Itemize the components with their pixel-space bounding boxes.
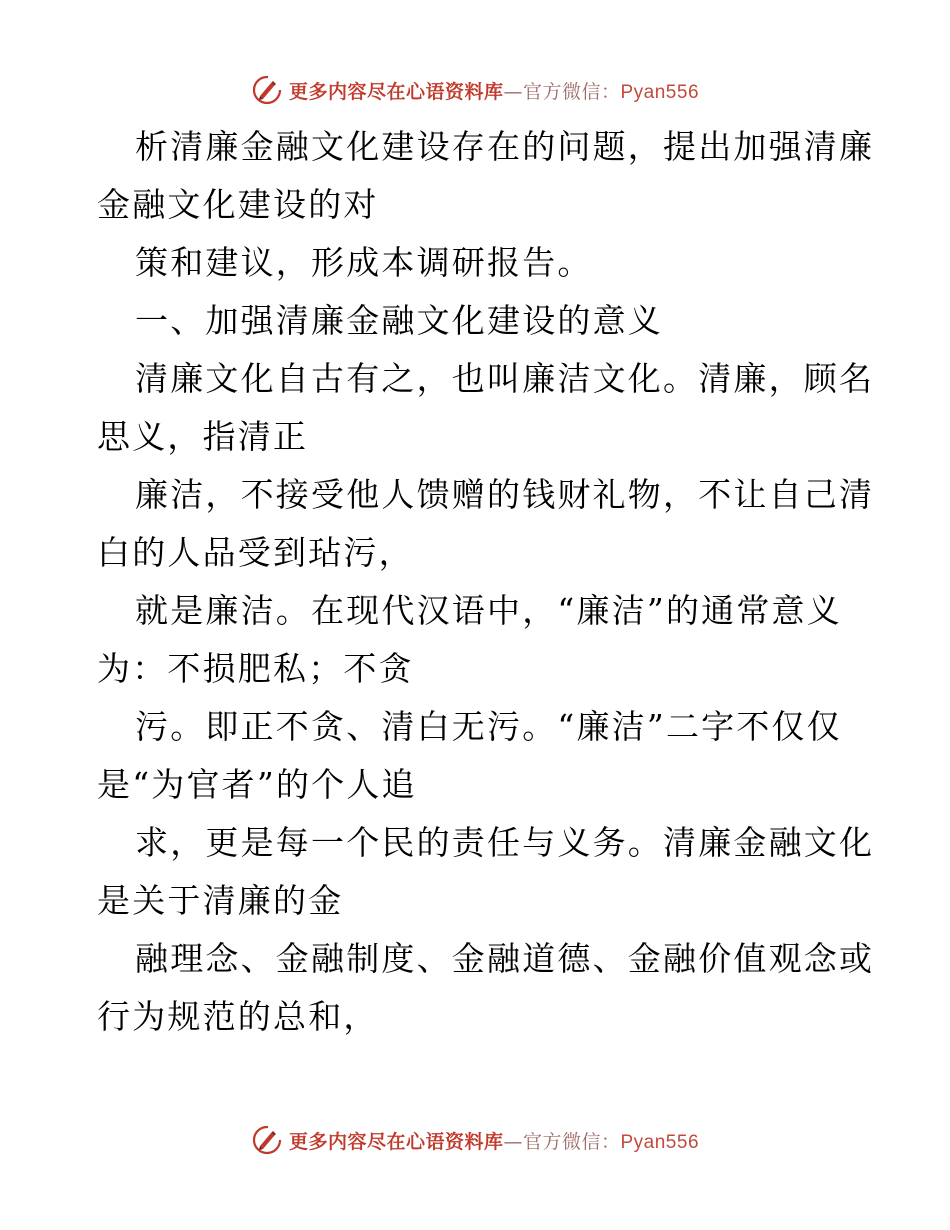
footer-watermark bbox=[0, 1120, 950, 1160]
watermark-wechat-label: 官方微信： bbox=[522, 80, 621, 103]
text-line: 一、加强清廉金融文化建设的意义 bbox=[135, 301, 663, 340]
text-line: 污。即正不贪、清白无污。“廉洁”二字不仅仅 bbox=[135, 707, 842, 746]
text-line: 廉洁，不接受他人馈赠的钱财礼物，不让自己清 bbox=[135, 475, 875, 514]
text-line: 清廉文化自古有之，也叫廉洁文化。清廉，顾名 bbox=[135, 359, 875, 398]
watermark-text bbox=[289, 77, 699, 104]
text-line: 是关于清廉的金 bbox=[97, 881, 344, 920]
text-line: 就是廉洁。在现代汉语中，“廉洁”的通常意义 bbox=[135, 591, 842, 630]
watermark-brand: 更多内容尽在心语资料库 bbox=[288, 1130, 504, 1153]
text-line: 求，更是每一个民的责任与义务。清廉金融文化 bbox=[135, 823, 875, 862]
text-line: 策和建议，形成本调研报告。 bbox=[135, 243, 593, 282]
text-line: 融理念、金融制度、金融道德、金融价值观念或 bbox=[135, 939, 875, 978]
text-line: 白的人品受到玷污， bbox=[97, 533, 414, 572]
header-watermark bbox=[0, 70, 950, 110]
pen-seal-icon bbox=[251, 1124, 283, 1156]
pen-seal-icon bbox=[251, 74, 283, 106]
text-line: 思义，指清正 bbox=[97, 417, 309, 456]
text-line: 是“为官者”的个人追 bbox=[97, 765, 417, 804]
text-line: 金融文化建设的对 bbox=[97, 185, 379, 224]
watermark-separator: — bbox=[503, 1130, 523, 1153]
watermark-brand: 更多内容尽在心语资料库 bbox=[288, 80, 504, 103]
text-line: 析清廉金融文化建设存在的问题，提出加强清廉 bbox=[135, 127, 875, 166]
watermark-wechat-id: Pyan556 bbox=[620, 81, 700, 103]
text-line: 为：不损肥私；不贪 bbox=[97, 649, 414, 688]
document-body bbox=[97, 118, 875, 1046]
watermark-wechat-label: 官方微信： bbox=[522, 1130, 621, 1153]
watermark-text bbox=[289, 1127, 699, 1154]
watermark-separator: — bbox=[503, 80, 523, 103]
watermark-wechat-id: Pyan556 bbox=[620, 1131, 700, 1153]
text-line: 行为规范的总和， bbox=[97, 997, 379, 1036]
